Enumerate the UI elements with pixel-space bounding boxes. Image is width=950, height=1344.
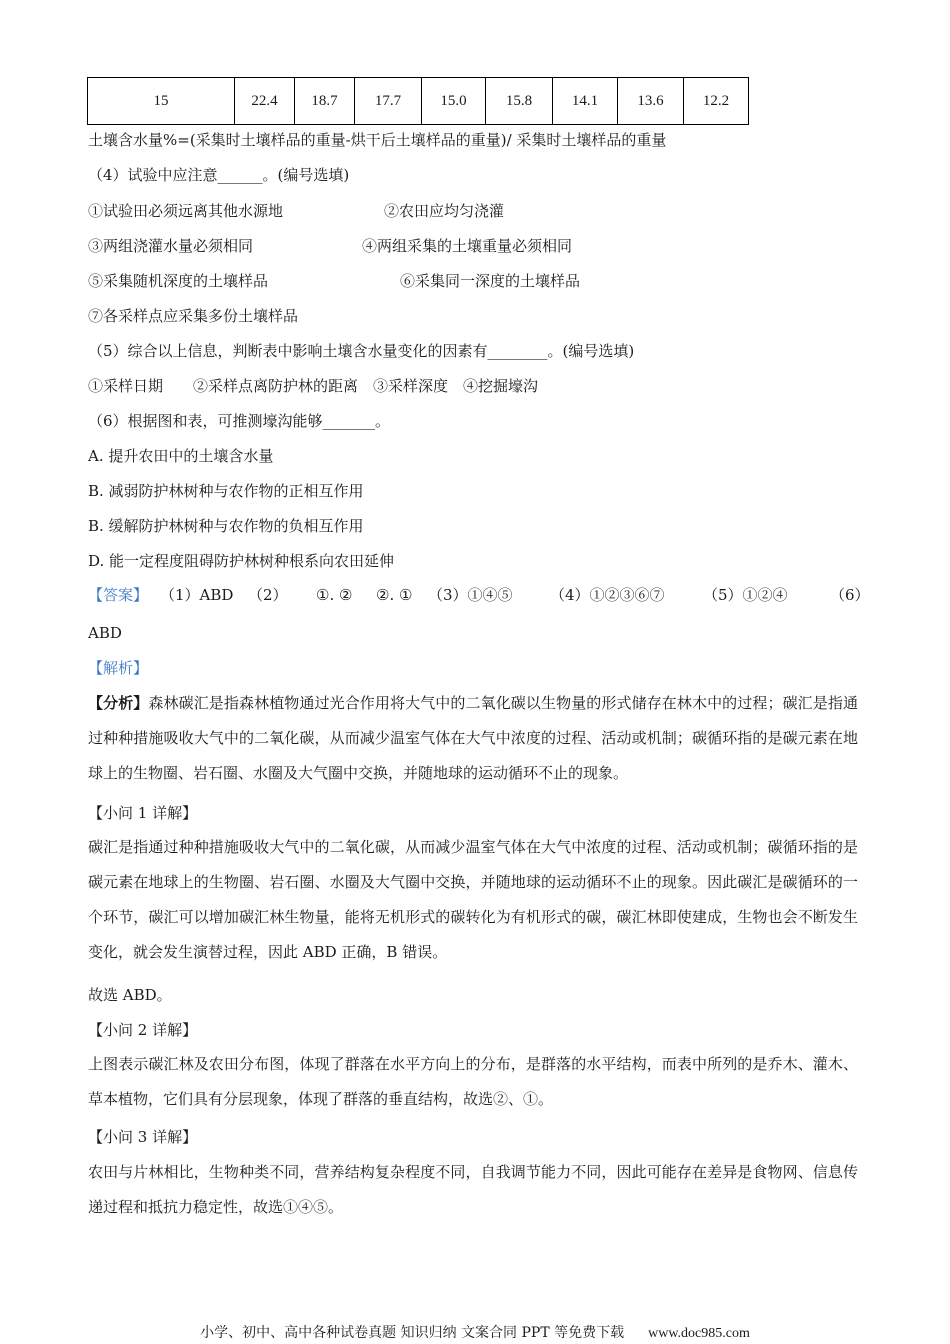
question-4-option: ⑤采集随机深度的土壤样品: [88, 272, 269, 290]
analysis-paragraph: [88, 686, 858, 791]
question-6-option: D. 能一定程度阻碍防护林树种根系向农田延伸: [88, 552, 395, 570]
formula-note: 土壤含水量%=(采集时土壤样品的重量-烘干后土壤样品的重量)/ 采集时土壤样品的重量: [88, 131, 667, 149]
analysis-fenxi-label: 【分析】: [88, 694, 149, 712]
analysis-fenxi-text: 森林碳汇是指森林植物通过光合作用将大气中的二氧化碳以生物量的形式储存在林木中的过程；碳汇是指通过种种措施吸收大气中的二氧化碳，从而减少温室气体在大气中浓度的过程、活动或机制；碳循环指的是碳元素在地球上的生物圈、岩石圈、水圈及大气圈中交换，并随地球的运动循环不止的现象。: [88, 694, 858, 782]
answer-row: [88, 585, 870, 605]
sub-question-3-label: 【小问 3 详解】: [88, 1128, 198, 1146]
table-cell: 22.4: [235, 78, 295, 125]
sub-question-2-label: 【小问 2 详解】: [88, 1021, 198, 1039]
question-4-option: ④两组采集的土壤重量必须相同: [362, 237, 573, 255]
table-cell: 15.0: [422, 78, 486, 125]
answer-2-2: ②. ①: [376, 586, 413, 604]
question-4-option: ①试验田必须远离其他水源地: [88, 202, 284, 220]
table-cell: 13.6: [618, 78, 684, 125]
table-cell: 14.1: [553, 78, 618, 125]
table-cell: 18.7: [295, 78, 355, 125]
table-cell: 12.2: [684, 78, 749, 125]
sub-question-1-label: 【小问 1 详解】: [88, 804, 198, 822]
answer-5: （5）①②④: [703, 586, 788, 604]
answer-1: （1）ABD: [160, 586, 234, 604]
answer-6-label: （6）: [830, 586, 870, 604]
answer-2-1: ①. ②: [316, 586, 353, 604]
sub-question-1-text: 碳汇是指通过种种措施吸收大气中的二氧化碳，从而减少温室气体在大气中浓度的过程、活动或机制；碳循环指的是碳元素在地球上的生物圈、岩石圈、水圈及大气圈中交换，并随地球的运动循环不止的现象。因此碳汇是碳循环的一个环节，碳汇可以增加碳汇林生物量，能将无机形式的碳转化为有机形式的碳，碳汇林即使建成，生物也会不断发生变化，就会发生演替过程，因此 ABD 正确，B 错误。: [88, 838, 858, 961]
page-footer: [0, 1322, 950, 1342]
answer-2-label: （2）: [248, 586, 288, 604]
table-cell: 17.7: [355, 78, 422, 125]
answer-4: （4）①②③⑥⑦: [550, 586, 665, 604]
question-6-option: B. 缓解防护林树种与农作物的负相互作用: [88, 517, 364, 535]
sub-question-2-text: 上图表示碳汇林及农田分布图，体现了群落在水平方向上的分布，是群落的水平结构，而表中所列的是乔木、灌木、草本植物，它们具有分层现象，体现了群落的垂直结构，故选②、①。: [88, 1055, 858, 1108]
question-6-option: B. 减弱防护林树种与农作物的正相互作用: [88, 482, 364, 500]
footer-url[interactable]: www.doc985.com: [648, 1326, 750, 1341]
question-4-stem: （4）试验中应注意______。(编号选填): [88, 166, 350, 184]
table-row: [88, 78, 749, 125]
answer-label: 【答案】: [88, 586, 149, 604]
answer-6-value: ABD: [88, 624, 122, 642]
question-5-stem: （5）综合以上信息，判断表中影响土壤含水量变化的因素有________。(编号选填): [88, 342, 635, 360]
sub-question-1-conclusion: 故选 ABD。: [88, 986, 172, 1004]
question-5-options: ①采样日期 ②采样点离防护林的距离 ③采样深度 ④挖掘壕沟: [88, 377, 539, 395]
table-cell: 15: [88, 78, 235, 125]
soil-moisture-table: [87, 77, 749, 125]
table-cell: 15.8: [486, 78, 553, 125]
question-4-option: ⑥采集同一深度的土壤样品: [400, 272, 581, 290]
question-4-option: ⑦各采样点应采集多份土壤样品: [88, 307, 299, 325]
question-6-stem: （6）根据图和表，可推测壕沟能够_______。: [88, 412, 391, 430]
footer-text: 小学、初中、高中各种试卷真题 知识归纳 文案合同 PPT 等免费下载: [200, 1325, 625, 1341]
analysis-label: 【解析】: [88, 659, 149, 677]
question-6-option: A. 提升农田中的土壤含水量: [88, 447, 274, 465]
question-4-option: ②农田应均匀浇灌: [384, 202, 505, 220]
answer-3: （3）①④⑤: [428, 586, 513, 604]
sub-question-3-text: 农田与片林相比，生物种类不同，营养结构复杂程度不同，自我调节能力不同，因此可能存在差异是食物网、信息传递过程和抵抗力稳定性，故选①④⑤。: [88, 1163, 858, 1216]
question-4-option: ③两组浇灌水量必须相同: [88, 237, 254, 255]
